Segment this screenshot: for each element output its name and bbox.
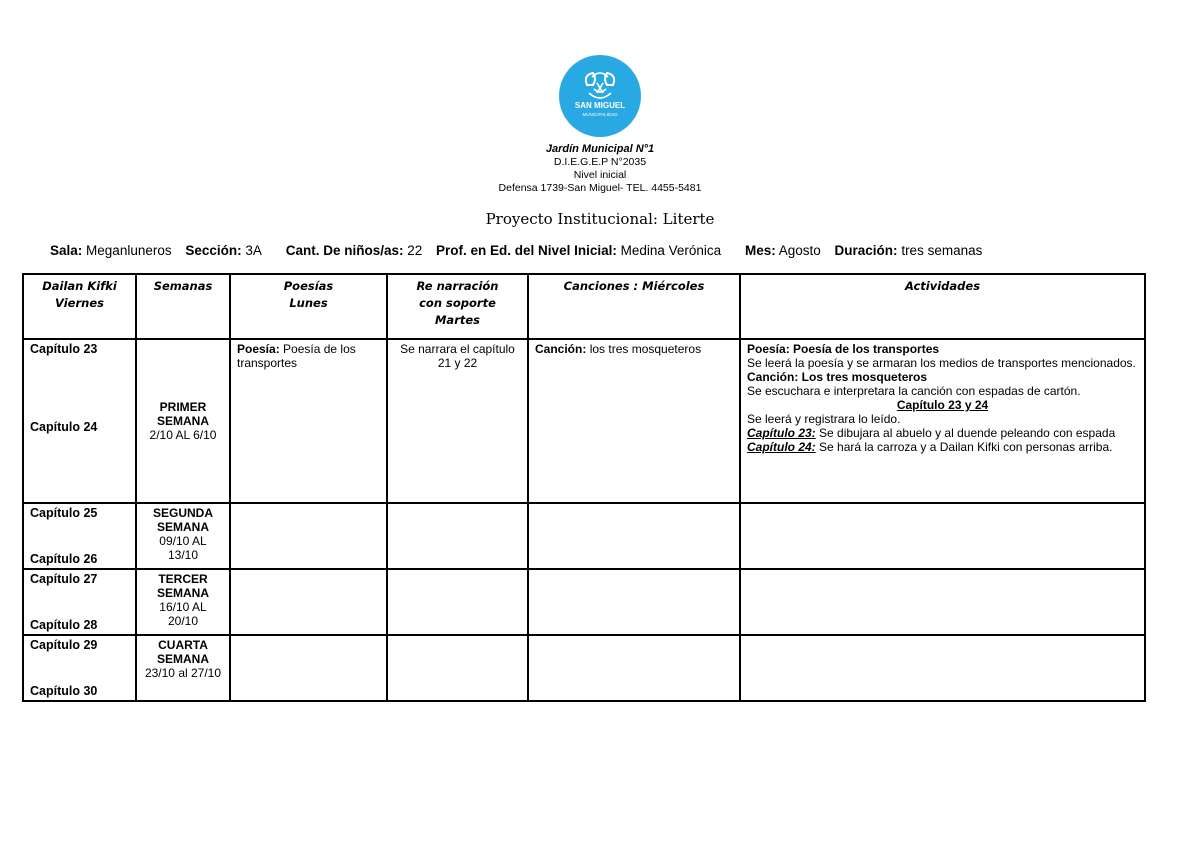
logo-subtitle: MUNICIPALIDAD <box>582 112 618 117</box>
week-title: SEMANA <box>156 652 209 666</box>
duracion-label: Duración: <box>834 243 898 258</box>
cancion-cell <box>528 569 740 635</box>
sala-value: Meganluneros <box>86 243 172 258</box>
activity-text: Se leerá la poesía y se armaran los medios de transportes mencionados. <box>747 356 1136 370</box>
week-cell <box>136 503 230 569</box>
week-dates: 2/10 AL 6/10 <box>149 428 217 442</box>
cancion-cell <box>528 339 740 503</box>
document-title: Proyecto Institucional: Literte <box>485 210 715 228</box>
seccion-value: 3A <box>245 243 262 258</box>
activity-chapter-24 <box>747 440 1138 454</box>
header-poesias <box>230 274 387 339</box>
cancion-cell <box>528 503 740 569</box>
header-col1-line1: Dailan Kifki <box>42 279 117 293</box>
cant-label: Cant. De niños/as: <box>285 243 404 258</box>
san-miguel-logo <box>559 55 641 137</box>
institution-address: Defensa 1739-San Miguel- TEL. 4455-5481 <box>498 182 702 194</box>
chapter-label: Capítulo 24 <box>30 420 98 434</box>
header-col6: Actividades <box>904 279 981 293</box>
narracion-cell <box>387 569 528 635</box>
poesia-value: Poesía de los transportes <box>237 342 356 370</box>
activity-chapter-23 <box>747 426 1138 440</box>
header-col1-line2: Viernes <box>55 296 104 310</box>
table-header-row <box>23 274 1145 339</box>
actividades-cell <box>740 339 1145 503</box>
header-col4-line3: Martes <box>434 313 481 327</box>
poesia-label: Poesía: <box>237 342 280 356</box>
week-dates: 09/10 AL 13/10 <box>159 534 207 562</box>
institution-info <box>0 143 1200 195</box>
actividades-cell <box>740 635 1145 701</box>
week-dates: 23/10 al 27/10 <box>144 666 222 680</box>
chapters-cell <box>23 569 136 635</box>
week-title: SEMANA <box>156 520 209 534</box>
chapter-label: Capítulo 30 <box>30 684 98 698</box>
week-dates: 16/10 AL 20/10 <box>159 600 207 628</box>
header-canciones <box>528 274 740 339</box>
week-cell <box>136 635 230 701</box>
cant-value: 22 <box>407 243 423 258</box>
narracion-text: Se narrara el capítulo 21 y 22 <box>400 342 515 370</box>
cancion-cell <box>528 635 740 701</box>
prof-label: Prof. en Ed. del Nivel Inicial: <box>436 243 617 258</box>
prof-value: Medina Verónica <box>620 243 722 258</box>
activity-chapter-label: Capítulo 23: <box>747 426 816 440</box>
activity-heading: Canción: Los tres mosqueteros <box>747 370 928 384</box>
institution-level: Nivel inicial <box>573 169 627 181</box>
institution-name: Jardín Municipal N°1 <box>545 143 655 155</box>
activity-chapter-text: Se dibujara al abuelo y al duende peleando con espada <box>815 426 1116 440</box>
cancion-label: Canción: <box>535 342 587 356</box>
chapter-label: Capítulo 27 <box>30 572 98 586</box>
logo-title: SAN MIGUEL <box>574 101 626 110</box>
table-row <box>23 339 1145 503</box>
narracion-cell <box>387 339 528 503</box>
poesia-cell <box>230 339 387 503</box>
header-col3-line1: Poesías <box>283 279 334 293</box>
table-row <box>23 503 1145 569</box>
poesia-cell <box>230 569 387 635</box>
activity-text: Se leerá y registrara lo leído. <box>747 412 901 426</box>
poesia-cell <box>230 503 387 569</box>
chapter-label: Capítulo 23 <box>30 342 98 356</box>
institution-code: D.I.E.G.E.P N°2035 <box>553 156 647 168</box>
seccion-label: Sección: <box>185 243 242 258</box>
table-row <box>23 569 1145 635</box>
chapters-cell <box>23 339 136 503</box>
mes-value: Agosto <box>778 243 821 258</box>
table-row <box>23 635 1145 701</box>
week-title: PRIMER <box>159 400 207 414</box>
header-col5: Canciones : Miércoles <box>563 279 705 293</box>
chapter-label: Capítulo 28 <box>30 618 98 632</box>
week-title: TERCER <box>158 572 208 586</box>
planning-table <box>22 273 1146 702</box>
week-title: SEMANA <box>156 414 209 428</box>
mes-label: Mes: <box>744 243 776 258</box>
document-header <box>0 55 1200 195</box>
week-title: SEMANA <box>156 586 209 600</box>
header-renarracion <box>387 274 528 339</box>
chapter-label: Capítulo 26 <box>30 552 98 566</box>
project-meta <box>50 243 982 258</box>
week-cell <box>136 339 230 503</box>
week-title: SEGUNDA <box>152 506 213 520</box>
actividades-cell <box>740 503 1145 569</box>
header-dailan-kifki <box>23 274 136 339</box>
sala-label: Sala: <box>50 243 83 258</box>
activity-heading: Capítulo 23 y 24 <box>896 398 989 412</box>
narracion-cell <box>387 635 528 701</box>
header-semanas <box>136 274 230 339</box>
activity-heading: Poesía: Poesía de los transportes <box>747 342 940 356</box>
week-title: CUARTA <box>158 638 208 652</box>
cancion-value: los tres mosqueteros <box>589 342 702 356</box>
header-col4-line1: Re narración <box>416 279 499 293</box>
chapter-label: Capítulo 25 <box>30 506 98 520</box>
activity-text: Se escuchara e interpretara la canción con espadas de cartón. <box>747 384 1081 398</box>
chapters-cell <box>23 503 136 569</box>
activity-chapter-label: Capítulo 24: <box>747 440 816 454</box>
activity-chapter-text: Se hará la carroza y a Dailan Kifki con personas arriba. <box>815 440 1113 454</box>
actividades-cell <box>740 569 1145 635</box>
poesia-cell <box>230 635 387 701</box>
chapters-cell <box>23 635 136 701</box>
duracion-value: tres semanas <box>901 243 983 258</box>
chapter-label: Capítulo 29 <box>30 638 98 652</box>
narracion-cell <box>387 503 528 569</box>
header-actividades <box>740 274 1145 339</box>
header-col2: Semanas <box>153 279 213 293</box>
week-cell <box>136 569 230 635</box>
header-col3-line2: Lunes <box>289 296 328 310</box>
header-col4-line2: con soporte <box>419 296 496 310</box>
